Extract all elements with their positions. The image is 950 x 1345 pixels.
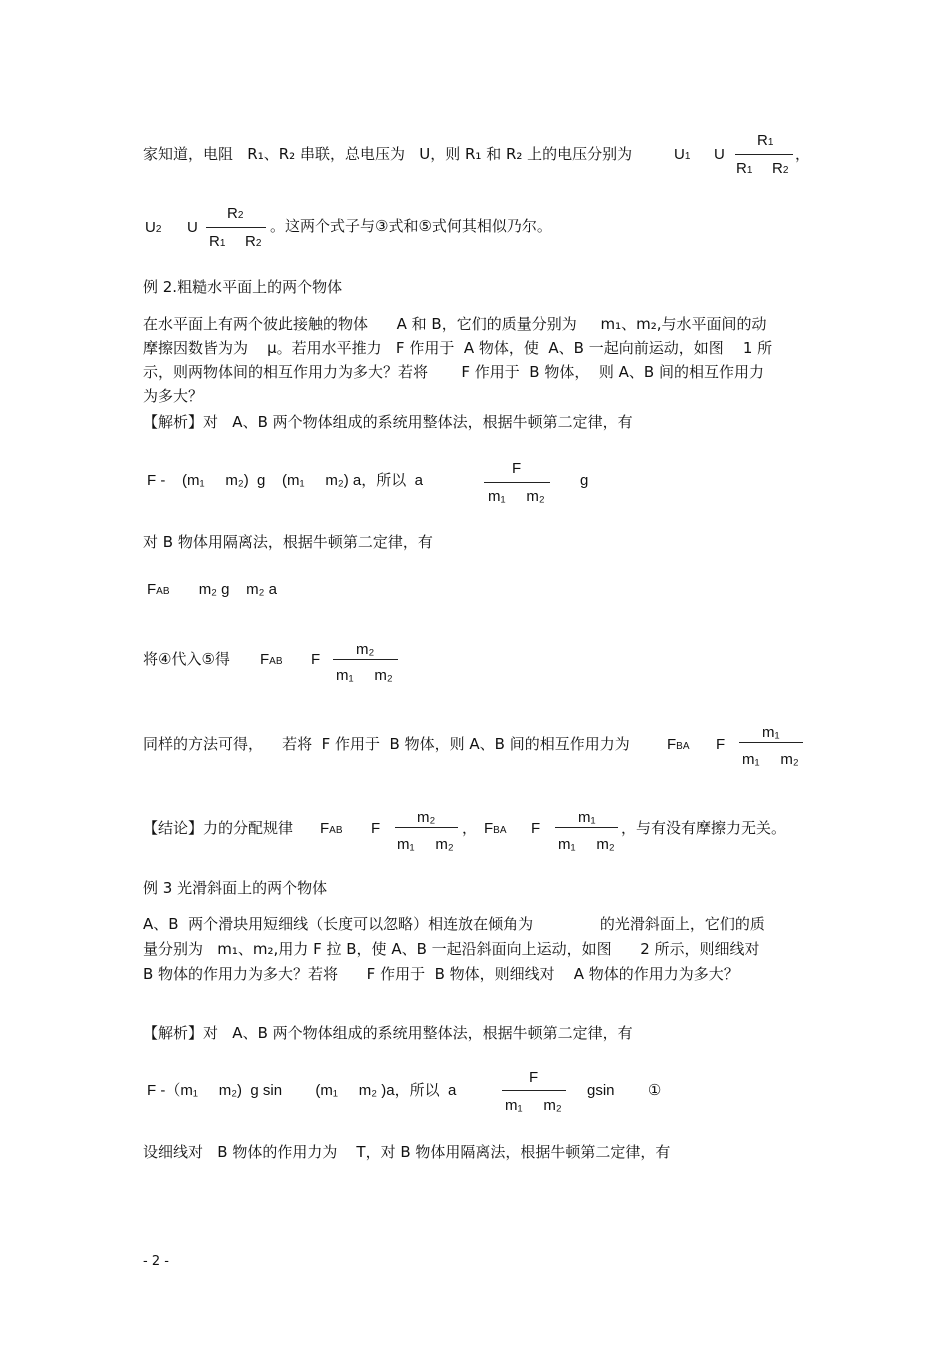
ex2-eq1: F - (m₁ m₂) g (m₁ m₂) a，所以 a — [147, 472, 423, 489]
u-factor: U — [714, 146, 725, 163]
ex2-conc-f: F — [371, 820, 381, 837]
u2-symbol: U2 — [145, 219, 162, 236]
page-number: - 2 - — [143, 1254, 169, 1269]
ex2-para-line1: 在水平面上有两个彼此接触的物体 A 和 B，它们的质量分别为 m₁、m₂,与水平面间的动 — [143, 315, 767, 333]
ex2-conc-num2: m₁ — [578, 809, 596, 826]
ex2-fba: FBA — [667, 736, 690, 753]
ex2-conc-den1: m₁ m₂ — [397, 836, 454, 853]
ex3-eq-denominator: m₁ m₂ — [505, 1097, 562, 1114]
ex3-eq-numerator: F — [529, 1069, 539, 1086]
ex3-eq-bar — [502, 1090, 566, 1091]
ex2-isolate: 对 B 物体用隔离法，根据牛顿第二定律，有 — [143, 533, 433, 551]
ex3-eq: F -（m₁ m₂) g sin (m₁ m₂ )a，所以 a — [147, 1082, 457, 1099]
ex2-conc-f2: F — [531, 820, 541, 837]
ex2-eq4-numerator: m₁ — [762, 724, 780, 741]
ex3-analysis: 【解析】对 A、B 两个物体组成的系统用整体法，根据牛顿第二定律，有 — [143, 1024, 633, 1042]
ex2-analysis: 【解析】对 A、B 两个物体组成的系统用整体法，根据牛顿第二定律，有 — [143, 413, 633, 431]
ex2-para-line3: 示，则两物体间的相互作用力为多大？若将 F 作用于 B 物体， 则 A、B 间的相互作用力 — [143, 363, 764, 381]
ex2-f: F — [311, 651, 321, 668]
frac2-den-c: R1 — [209, 233, 226, 250]
ex2-eq4-bar — [739, 742, 803, 743]
ex2-para-line4: 为多大？ — [143, 387, 204, 405]
ex2-conc-den2: m₁ m₂ — [558, 836, 615, 853]
ex2-eq3-denominator: m₁ m₂ — [336, 667, 393, 684]
ex2-eq1-bar — [484, 482, 550, 483]
ex2-eq4-denominator: m₁ m₂ — [742, 751, 799, 768]
frac1-den-a: R1 — [736, 160, 753, 177]
ex2-conclusion-label: 【结论】力的分配规律 — [143, 819, 294, 837]
ex3-para-line3: B 物体的作用力为多大？若将 F 作用于 B 物体，则细线对 A 物体的作用力为多大？ — [143, 965, 739, 983]
ex2-conc-tail: ，与有没有摩擦力无关。 — [621, 819, 787, 837]
frac2-bar — [206, 227, 266, 228]
ex2-conc-bar1 — [395, 827, 458, 828]
frac1-numerator: R1 — [757, 132, 774, 149]
ex2-title: 例 2.粗糙水平面上的两个物体 — [143, 278, 343, 296]
ex3-last-line: 设细线对 B 物体的作用力为 T，对 B 物体用隔离法，根据牛顿第二定律，有 — [143, 1143, 671, 1161]
ex2-fab: FAB — [260, 651, 283, 668]
intro-comma: ， — [795, 145, 811, 163]
ex3-para-line2: 量分别为 m₁、m₂,用力 F 拉 B，使 A、B 一起沿斜面向上运动，如图 2 所示，则细线对 — [143, 940, 760, 958]
frac2-den-d: R2 — [245, 233, 262, 250]
intro-line1: 家知道，电阻 R₁、R₂ 串联，总电压为 U，则 R₁ 和 R₂ 上的电压分别为 — [143, 145, 633, 163]
ex2-conc-bar2 — [555, 827, 618, 828]
ex2-eq3-numerator: m₂ — [356, 641, 375, 658]
ex2-para-line2: 摩擦因数皆为为 μ。若用水平推力 F 作用于 A 物体，使 A、B 一起向前运动，如图 1 所 — [143, 339, 773, 357]
ex2-conc-fab: FAB — [320, 820, 343, 837]
ex2-eq1-tail: g — [580, 472, 589, 489]
ex2-eq3-bar — [333, 659, 398, 660]
ex2-eq2: FAB m₂ g m₂ a — [147, 581, 278, 598]
frac1-bar — [735, 154, 793, 155]
ex3-title: 例 3 光滑斜面上的两个物体 — [143, 879, 328, 897]
intro-line2-tail: 。这两个式子与③式和⑤式何其相似乃尔。 — [270, 217, 552, 235]
ex2-conc-fba: FBA — [484, 820, 507, 837]
ex3-para-line1: A、B 两个滑块用短细线（长度可以忽略）相连放在倾角为 的光滑斜面上，它们的质 — [143, 915, 765, 933]
ex2-eq1-numerator: F — [512, 460, 522, 477]
ex2-f2: F — [716, 736, 726, 753]
ex2-subst: 将④代入⑤得 — [143, 650, 230, 668]
frac2-numerator: R2 — [227, 205, 244, 222]
ex2-conc-comma: ， — [462, 819, 478, 837]
u-factor-2: U — [187, 219, 198, 236]
frac1-den-b: R2 — [772, 160, 789, 177]
ex2-conc-num1: m₂ — [417, 809, 436, 826]
ex2-same: 同样的方法可得， 若将 F 作用于 B 物体，则 A、B 间的相互作用力为 — [143, 735, 630, 753]
ex3-eq-tail: gsin ① — [587, 1082, 662, 1099]
ex2-eq1-denominator: m₁ m₂ — [488, 488, 545, 505]
u1-symbol: U1 — [674, 146, 691, 163]
